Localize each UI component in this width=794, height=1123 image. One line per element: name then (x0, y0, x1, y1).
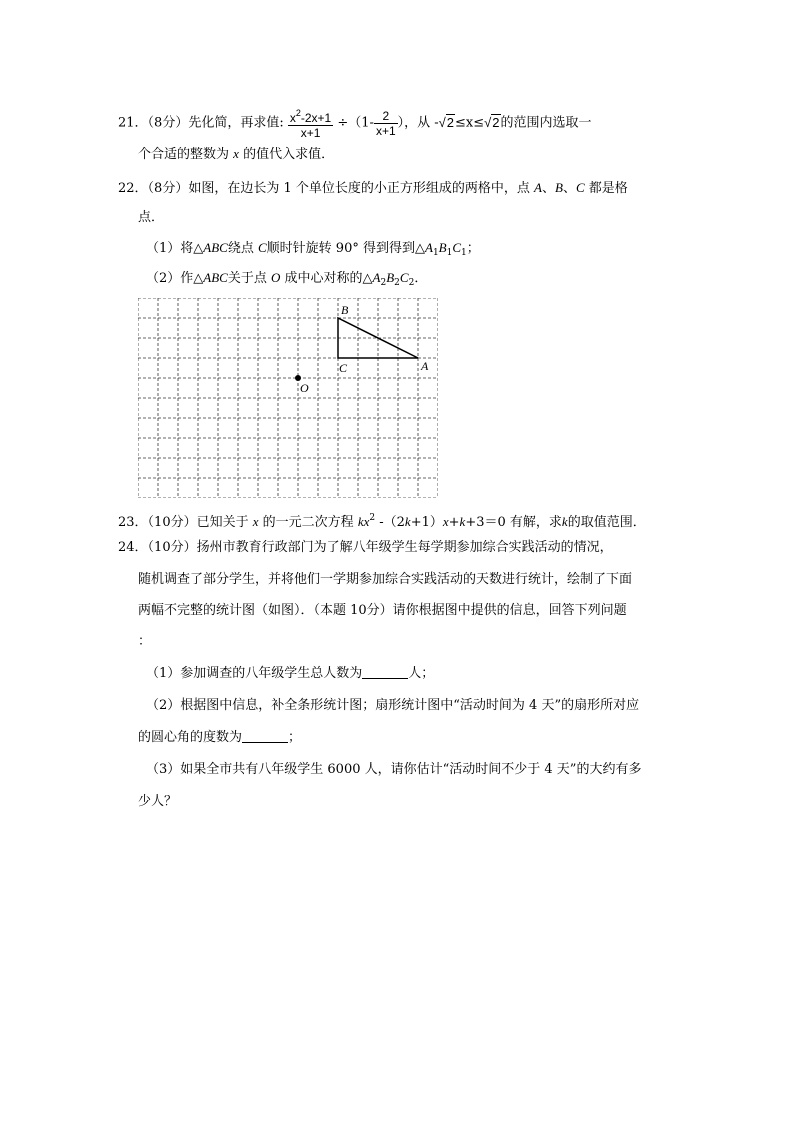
q24-part1: （1）参加调查的八年级学生总人数为 人； (146, 666, 435, 681)
q24-line4: ： (138, 634, 152, 649)
label-b: B (341, 303, 349, 317)
q24-part2: （2）根据图中信息，补全条形统计图；扇形统计图中“活动时间为 4 天”的扇形所对应 (146, 698, 640, 713)
q23-line: 23．（10分）已知关于 x 的一元二次方程 $kx^2$ -（2k+1）x+k+3＝0 有解，求k的取值范围． (118, 513, 646, 530)
q22-line1: 22．（8分）如图，在边长为 1 个单位长度的小正方形组成的两格中，点 A、B、C 都是格 (118, 180, 628, 196)
q21-line1 (118, 106, 592, 140)
q21-number: 21． (118, 115, 148, 131)
answer-blank-2[interactable] (242, 728, 288, 743)
q21-line2: 个合适的整数为 x 的值代入求值． (138, 146, 335, 162)
q21-text: 先化简，再求值: (188, 115, 284, 131)
q21-divide: ÷（1- (337, 115, 374, 131)
q21-sqrt-1: √2 (438, 114, 455, 130)
grid-lines (138, 298, 438, 498)
q21-fraction-1: $\frac{x^2-2x+1}{x+1}$ (289, 108, 332, 140)
q22-part1: （1）将△ABC绕点 C顺时针旋转 90° 得到得到$\triangle A_1B_1C_1$； (146, 240, 480, 258)
q24-line1: 24．（10分）扬州市教育行政部门为了解八年级学生每学期参加综合实践活动的情况， (118, 540, 613, 555)
label-o: O (300, 381, 309, 395)
q21-sqrt-2: √2 (484, 114, 500, 130)
q24-line2: 随机调查了部分学生，并将他们一学期参加综合实践活动的天数进行统计，绘制了下面 (138, 572, 633, 587)
q22-part2: （2）作△ABC关于点 O 成中心对称的$\triangle A_2B_2C_2$． (146, 270, 428, 288)
label-c: C (339, 361, 348, 375)
label-a: A (421, 359, 429, 373)
q24-part3b: 少人？ (138, 794, 178, 809)
q21-score: （8分） (147, 115, 189, 131)
q24-part2b: 的圆心角的度数为 ； (138, 730, 302, 745)
q24-line3: 两幅不完整的统计图（如图）．（本题 10分）请你根据图中提供的信息，回答下列问题 (138, 603, 627, 618)
q21-text-b: ），从 - (397, 115, 439, 131)
q21-text-c: 的范围内选取一 (500, 115, 592, 131)
q21-fraction-2: $\frac{2}{x+1}$ (375, 108, 396, 138)
q21-leq: ≤x≤ (455, 115, 485, 131)
q22-line2: 点． (138, 210, 165, 225)
answer-blank-1[interactable] (362, 664, 408, 679)
grid-figure (138, 298, 438, 498)
q24-part3: （3）如果全市共有八年级学生 6000 人，请你估计“活动时间不少于 4 天”的大约有多 (146, 762, 642, 777)
